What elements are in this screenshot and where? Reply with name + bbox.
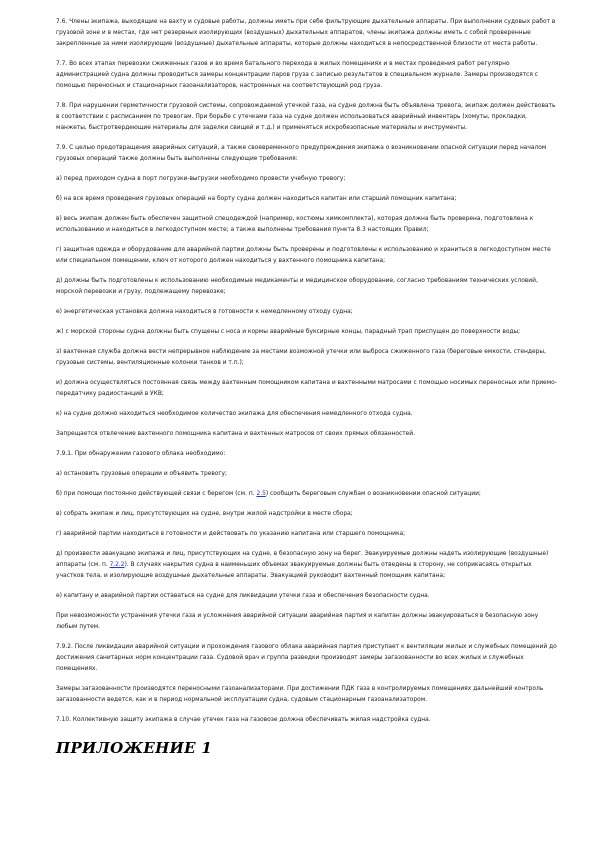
step-b xyxy=(56,489,559,500)
step-d-text-start: д) произвести эвакуацию экипажа и лиц, присутствующих на судне, в безопасную зону на берег. Эвакуируемые должны надеть изолирующие (воздушные) аппараты (см. п. xyxy=(56,551,549,568)
step-b-text-end: ) сообщить береговым службам о возникновении опасной ситуации; xyxy=(265,491,481,497)
paragraph-7-10: 7.10. Коллективную защиту экипажа в случае утечек газа на газовозе должна обеспечивать жилая надстройка судна. xyxy=(56,717,431,723)
list-item-v: в) весь экипаж должен быть обеспечен защитной спецодеждой (например, костюмы химкомплекта), которая должна быть проверена, подготовлена к использованию и находиться в легкодоступном месте; а также выполнены требования пункта 8.3 настоящих Правил; xyxy=(56,216,534,233)
prohibition-note: Запрещается отвлечение вахтенного помощника капитана и вахтенных матросов от своих прямых обязанностей. xyxy=(56,431,416,437)
list-item-e: е) энергетическая установка должна находиться в готовности к немедленному отходу судна; xyxy=(56,309,353,315)
list-item-k: к) на судне должно находиться необходимое количество экипажа для обеспечения немедленного отхода судна. xyxy=(56,411,413,417)
paragraph-7-9-2: 7.9.2. После ликвидации аварийной ситуации и прохождения газового облака аварийная партия приступает к вентиляции жилых и служебных помещений до достижения санитарных норм концентрации газа. Судовой врач и группа разведки производят замеры загазованности во всех жилых и служебных помещениях. xyxy=(56,644,557,672)
list-item-z: з) вахтенная служба должна вести непрерывное наблюдение за местами возможной утечки или выброса сжиженного газа (береговые емкости, стендеры, грузовые системы, вентиляционные колонки танков и т.п.); xyxy=(56,349,546,366)
evacuation-note: При невозможности устранения утечки газа и усложнения аварийной ситуации аварийная партия и капитан должны эвакуироваться в безопасную зону любым путем. xyxy=(56,613,539,630)
paragraph-7-6: 7.6. Члены экипажа, выходящие на вахту и судовые работы, должны иметь при себе фильтрующие дыхательные аппараты. При выполнении судовых работ в грузовой зоне и в местах, где нет резервных изолирующих (воздушных) дыхательных аппаратов, члены экипажа должны иметь с собой проверенные закрепленные за ними изолирующие (воздушные) дыхательные аппараты, которые должны находиться в непосредственной близости от места работы. xyxy=(56,19,556,47)
list-item-b: б) на все время проведения грузовых операций на борту судна должен находиться капитан или старший помощник капитана; xyxy=(56,196,457,202)
reference-link-2-5[interactable]: 2.5 xyxy=(256,491,266,497)
list-item-g: г) защитная одежда и оборудование для аварийной партии должны быть проверены и подготовлены к использованию и храниться в легкодоступном месте или специальном помещении, ключ от которого должен находиться у вахтенного помощника капитана; xyxy=(56,247,551,264)
paragraph-7-9-1: 7.9.1. При обнаружении газового облака необходимо: xyxy=(56,451,226,457)
list-item-i: и) должна осуществляться постоянная связь между вахтенным помощником капитана и вахтенными матросами с помощью носимых переносных или приемо-передатчику радиостанций в УКВ; xyxy=(56,380,557,397)
step-v: в) собрать экипаж и лиц, присутствующих на судне, внутри жилой надстройки в месте сбора; xyxy=(56,511,353,517)
paragraph-7-9: 7.9. С целью предотвращения аварийных ситуаций, а также своевременного предупреждения экипажа о возникновении опасной ситуации перед началом грузовых операций также должны быть выполнены следующие требования: xyxy=(56,145,547,162)
step-g: г) аварийной партии находиться в готовности и действовать по указанию капитана или старшего помощника; xyxy=(56,531,406,537)
step-d xyxy=(56,549,559,582)
appendix-heading: ПРИЛОЖЕНИЕ 1 xyxy=(56,739,213,757)
measurement-note: Замеры загазованности производятся переносными газоанализаторами. При достижении ПДК газа в контролируемых помещениях дальнейший контроль загазованности ведется, как и в период нормальной эксплуатации судна, судовым стационарным газоанализатором. xyxy=(56,686,544,703)
reference-link-7-2-2[interactable]: 7.2.2 xyxy=(109,562,125,568)
list-item-zh: ж) с морской стороны судна должны быть спущены с носа и кормы аварийные буксирные концы, парадный трап приспущен до поверхности воды; xyxy=(56,329,521,335)
list-item-d: д) должны быть подготовлены к использованию необходимые медикаменты и медицинское оборудование, согласно требованиям технических условий, морской перевозки и грузу, подлежащему перевозке; xyxy=(56,278,538,295)
step-d-text-end: ). В случаях накрытия судна в наименьших объемах эвакуируемые должны быть отведены в сторону, не соприкасаясь открытых участков тела, и изолирующие воздушные дыхательные аппараты. Эвакуацией руководит вахтенный помощник капитана; xyxy=(56,562,532,579)
step-e: е) капитану и аварийной партии оставаться на судне для ликвидации утечки газа и обеспечения безопасности судна. xyxy=(56,593,430,599)
step-b-text-start: б) при помощи постоянно действующей связи с берегом (см. п. xyxy=(56,491,257,497)
paragraph-7-8: 7.8. При нарушении герметичности грузовой системы, сопровождаемой утечкой газа, на судне должна быть объявлена тревога, экипаж должен действовать в соответствии с расписанием по тревогам. При борьбе с утечками газа на судне должен использоваться аварийный инвентарь (хомуты, прокладки, манжеты, быстротвердеющие материалы для заделки свищей и т.д.) и применяться искробезопасные материалы и инструменты. xyxy=(56,103,556,131)
paragraph-7-7: 7.7. Во всех этапах перевозки сжиженных газов и во время батального перехода в жилых помещениях и в местах проведения работ регулярно администрацией судна должны проводиться замеры концентрации паров груза с записью результатов в специальном журнале. Замеры производятся с помощью переносных и стационарных газоанализаторов, настроенных на соответствующий род груза. xyxy=(56,61,539,89)
step-a: а) остановить грузовые операции и объявить тревогу; xyxy=(56,471,227,477)
list-item-a: а) перед приходом судна в порт погрузки-выгрузки необходимо провести учебную тревогу; xyxy=(56,176,346,182)
